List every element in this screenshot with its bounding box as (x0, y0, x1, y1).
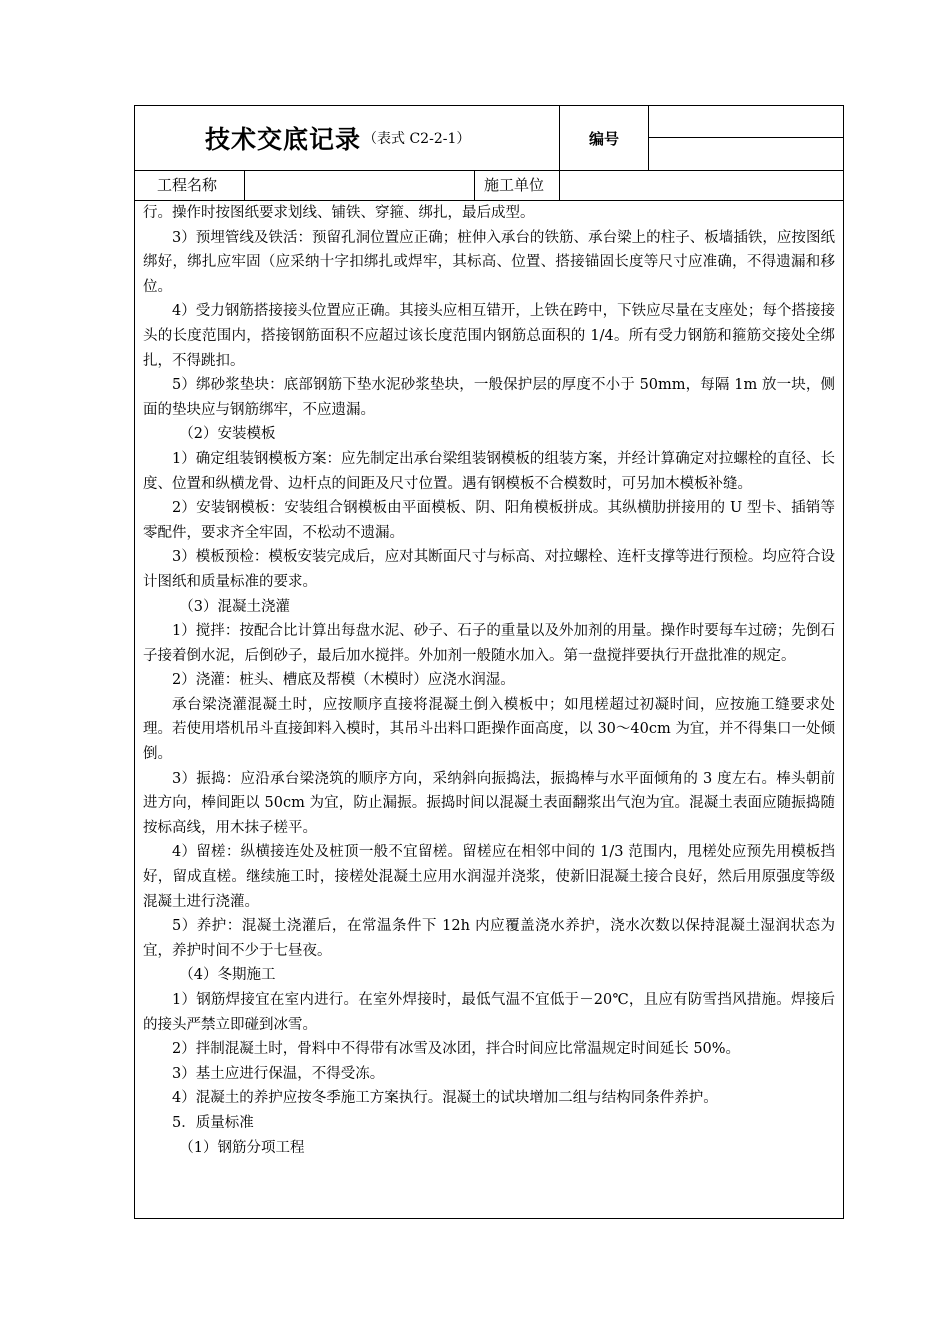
paragraph: 1）钢筋焊接宜在室内进行。在室外焊接时，最低气温不宜低于－20℃，且应有防雪挡风措施。焊接后的接头严禁立即碰到冰雪。 (143, 992, 835, 1033)
paragraph: 2）安装钢模板：安装组合钢模板由平面模板、阴、阳角模板拼成。其纵横肋拼接用的 U 型卡、插销等零配件，要求齐全牢固，不松动不遗漏。 (143, 500, 835, 541)
number-divider (648, 137, 843, 138)
paragraph: 2）拌制混凝土时，骨料中不得带有冰雪及冰团，拌合时间应比常温规定时间延长 50%。 (172, 1041, 741, 1058)
paragraph: 3）预埋管线及铁活：预留孔洞位置应正确；桩伸入承台的铁筋、承台梁上的柱子、板墙插铁，应按图纸绑好，绑扎应牢固（应采纳十字扣绑扎或焊牢，其标高、位置、搭接锚固长度等尺寸应准确，不得遗漏和移位。 (143, 229, 835, 295)
paragraph: 1）搅拌：按配合比计算出每盘水泥、砂子、石子的重量以及外加剂的用量。操作时要每车过磅；先倒石子接着倒水泥，后倒砂子，最后加水搅拌。外加剂一般随水加入。第一盘搅拌要执行开盘批准的规定。 (143, 623, 835, 664)
paragraph: 3）模板预检：模板安装完成后，应对其断面尺寸与标高、对拉螺栓、连杆支撑等进行预检。均应符合设计图纸和质量标准的要求。 (143, 549, 835, 590)
paragraph: 4）受力钢筋搭接接头位置应正确。其接头应相互错开，上铁在跨中，下铁应尽量在支座处；每个搭接接头的长度范围内，搭接钢筋面积不应超过该长度范围内钢筋总面积的 1/4。所有受力钢筋和箍筋交接处全绑扎，不得跳扣。 (143, 303, 835, 369)
form-title: 技术交底记录 (205, 125, 362, 154)
paragraph: 4）留槎：纵横接连处及桩顶一般不宜留槎。留槎应在相邻中间的 1/3 范围内，甩槎处应预先用模板挡好，留成直槎。继续施工时，接槎处混凝土应用水润湿并浇浆，使新旧混凝土接合良好，然后用原强度等级混凝土进行浇灌。 (143, 844, 835, 910)
contractor-label: 施工单位 (475, 170, 560, 200)
paragraph: 行。操作时按图纸要求划线、铺铁、穿箍、绑扎，最后成型。 (143, 205, 535, 221)
section-heading: （1）钢筋分项工程 (179, 1139, 305, 1156)
disclosure-content (135, 201, 843, 1160)
number-value-cell (648, 106, 843, 170)
paragraph: 5）养护：混凝土浇灌后，在常温条件下 12h 内应覆盖浇水养护，浇水次数以保持混凝土湿润状态为宜，养护时间不少于七昼夜。 (143, 918, 835, 959)
technical-disclosure-form (134, 105, 844, 1219)
paragraph: 1）确定组装钢模板方案：应先制定出承台梁组装钢模板的组装方案，并经计算确定对拉螺栓的直径、长度、位置和纵横龙骨、边杆点的间距及尺寸位置。遇有钢模板不合模数时，可另加木模板补缝。 (143, 450, 835, 492)
section-heading: （3）混凝土浇灌 (179, 598, 290, 615)
form-code: （表式 C2-2-1） (363, 131, 471, 147)
section-heading: 5．质量标准 (172, 1114, 254, 1131)
paragraph: 3）振捣：应沿承台梁浇筑的顺序方向，采纳斜向振捣法，振捣棒与水平面倾角的 3 度左右。棒头朝前进方向，棒间距以 50cm 为宜，防止漏振。振捣时间以混凝土表面翻浆出气泡为宜。混凝土表面应随振捣随按标高线，用木抹子槎平。 (143, 770, 835, 836)
project-name-label: 工程名称 (135, 170, 245, 200)
section-heading: （4）冬期施工 (179, 967, 276, 984)
section-heading: （2）安装模板 (179, 426, 276, 443)
number-label: 编号 (560, 106, 649, 170)
paragraph: 5）绑砂浆垫块：底部钢筋下垫水泥砂浆垫块，一般保护层的厚度不小于 50mm，每隔 1m 放一块，侧面的垫块应与钢筋绑牢，不应遗漏。 (143, 377, 835, 418)
contractor-value (560, 170, 843, 200)
paragraph: 4）混凝土的养护应按冬季施工方案执行。混凝土的试块增加二组与结构同条件养护。 (172, 1090, 718, 1107)
title-cell (135, 106, 560, 170)
paragraph: 3）基土应进行保温，不得受冻。 (172, 1065, 385, 1082)
paragraph: 2）浇灌：桩头、槽底及帮模（木模时）应浇水润湿。 (172, 672, 515, 689)
form-header (135, 106, 843, 171)
info-row (135, 170, 843, 201)
paragraph: 承台梁浇灌混凝土时，应按顺序直接将混凝土倒入模板中；如甩槎超过初凝时间，应按施工缝要求处理。若使用塔机吊斗直接卸料入模时，其吊斗出料口距操作面高度，以 30～40cm 为宜，并不得集口一处倾倒。 (143, 696, 835, 763)
project-name-value (245, 170, 475, 200)
